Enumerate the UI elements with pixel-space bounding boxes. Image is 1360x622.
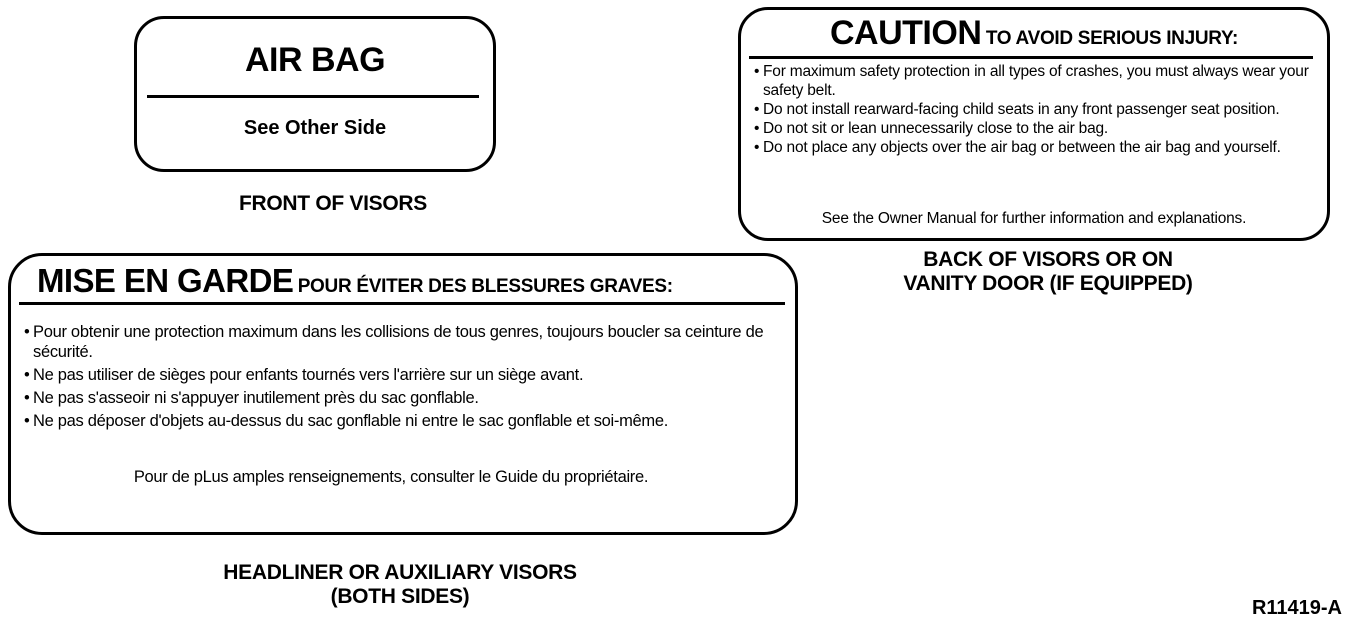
back-of-visors-caption <box>858 248 1238 296</box>
garde-bullet: • Pour obtenir une protection maximum dans les collisions de tous genres, toujours boucler sa ceinture de sécurité. <box>19 322 779 362</box>
back-caption-line2: VANITY DOOR (IF EQUIPPED) <box>903 272 1193 295</box>
garde-list <box>19 322 779 434</box>
caution-bullet: • Do not install rearward-facing child seats in any front passenger seat position. <box>749 100 1319 119</box>
caution-heading-small: TO AVOID SERIOUS INJURY: <box>985 28 1238 49</box>
caution-list <box>749 62 1319 157</box>
mise-en-garde-label <box>8 253 798 535</box>
garde-bullet: • Ne pas utiliser de sièges pour enfants tournés vers l'arrière sur un siège avant. <box>19 365 779 385</box>
caution-bullet: • For maximum safety protection in all types of crashes, you must always wear your safety belt. <box>749 62 1319 100</box>
garde-heading-small: POUR ÉVITER DES BLESSURES GRAVES: <box>297 276 673 297</box>
caution-label <box>738 7 1330 241</box>
back-caption-line1: BACK OF VISORS OR ON <box>923 248 1173 271</box>
figure-code: R11419-A <box>1251 597 1342 619</box>
headliner-caption <box>170 561 630 609</box>
caution-bullet: • Do not place any objects over the air bag or between the air bag and yourself. <box>749 138 1319 157</box>
garde-divider <box>19 302 785 305</box>
caution-heading <box>741 14 1327 53</box>
headliner-caption-line2: (BOTH SIDES) <box>330 585 470 608</box>
headliner-caption-line1: HEADLINER OR AUXILIARY VISORS <box>223 561 577 584</box>
airbag-subtitle: See Other Side <box>243 117 387 139</box>
caution-heading-big: CAUTION <box>830 14 982 52</box>
airbag-divider <box>147 95 479 98</box>
garde-bullet: • Ne pas déposer d'objets au-dessus du sac gonflable ni entre le sac gonflable et soi-même. <box>19 411 779 431</box>
caution-bullet: • Do not sit or lean unnecessarily close to the air bag. <box>749 119 1319 138</box>
garde-footer: Pour de pLus amples renseignements, consulter le Guide du propriétaire. <box>133 468 649 486</box>
caution-footer: See the Owner Manual for further information and explanations. <box>821 210 1247 227</box>
garde-heading-big: MISE EN GARDE <box>37 262 294 299</box>
caution-divider <box>749 56 1313 59</box>
garde-bullet: • Ne pas s'asseoir ni s'appuyer inutilement près du sac gonflable. <box>19 388 779 408</box>
garde-heading <box>37 262 673 300</box>
airbag-title: AIR BAG <box>244 41 386 79</box>
front-of-visors-caption: FRONT OF VISORS <box>238 192 427 215</box>
airbag-label <box>134 16 496 172</box>
